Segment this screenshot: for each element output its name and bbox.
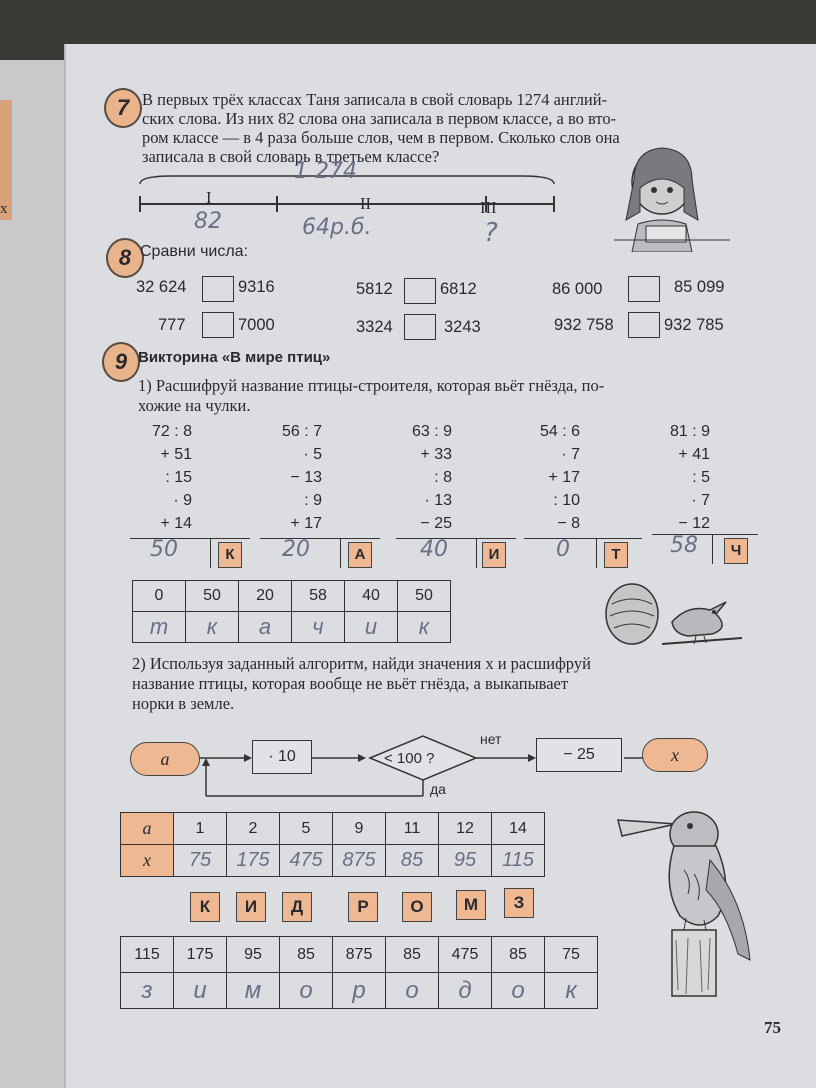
task-7-total-handwritten: 1 274 <box>294 159 357 184</box>
row-a-label: a <box>121 813 174 845</box>
chain-3-op-2: + 33 <box>420 446 452 463</box>
chain-3-op-4: · 13 <box>424 492 452 509</box>
compare-1-left: 32 624 <box>136 278 187 296</box>
a-value-cell: 12 <box>439 813 492 845</box>
chain-2-op-5: + 17 <box>290 515 322 532</box>
algorithm-values-table <box>120 812 545 877</box>
chain-3-answer: 40 <box>420 537 448 562</box>
chain-4-answer: 0 <box>556 537 570 562</box>
chain-5-op-3: : 5 <box>692 469 710 486</box>
chain-5-op-4: · 7 <box>691 492 710 509</box>
chain-4-op-5: − 8 <box>557 515 580 532</box>
compare-3-box[interactable] <box>628 276 660 302</box>
compare-2-box[interactable] <box>404 278 436 304</box>
a-value-cell: 5 <box>280 813 333 845</box>
girl-reading-illustration <box>612 140 732 252</box>
table-2-number-cell: 115 <box>121 937 174 973</box>
a-value-cell: 2 <box>227 813 280 845</box>
chain-1-letter: К <box>218 542 242 568</box>
chain-3-op-1: 63 : 9 <box>411 423 452 440</box>
compare-6-box[interactable] <box>628 312 660 338</box>
table-2-letter-cell[interactable]: о <box>492 973 545 1009</box>
letter-tile: М <box>456 890 486 920</box>
algorithm-multiply-step: · 10 <box>252 740 312 774</box>
table-2-number-cell: 75 <box>545 937 598 973</box>
a-value-cell: 14 <box>492 813 545 845</box>
table-2-letter-cell[interactable]: о <box>280 973 333 1009</box>
values-row-a <box>121 813 545 845</box>
table-1-number-cell: 40 <box>345 581 398 612</box>
chain-3-divider <box>476 538 477 568</box>
chain-2-op-2: · 5 <box>303 446 322 463</box>
task-7-part-ii-label: II <box>360 194 371 213</box>
chain-2-answer: 20 <box>282 537 310 562</box>
chain-5-op-5: − 12 <box>678 515 710 532</box>
table-1-letter-cell[interactable]: т <box>133 612 186 643</box>
task-9-part2-line-2: название птицы, которая вообще не вьёт гнёзда, а выкапывает <box>132 674 569 693</box>
task-9-title: Викторина «В мире птиц» <box>138 349 331 366</box>
compare-5-box[interactable] <box>404 314 436 340</box>
chain-2 <box>252 420 392 570</box>
task-7-line-3: ром классе — в 4 раза больше слов, чем в первом. Сколько слов она <box>142 128 620 147</box>
chain-4-op-4: : 10 <box>553 492 580 509</box>
table-2-letter-cell[interactable]: к <box>545 973 598 1009</box>
x-value-cell[interactable]: 175 <box>227 845 280 877</box>
task-8-number: 8 <box>106 238 144 278</box>
table-2-letter-cell[interactable]: м <box>227 973 280 1009</box>
table-2-letter-cell[interactable]: з <box>121 973 174 1009</box>
task-9-part2-line-3: норки в земле. <box>132 694 235 713</box>
task-7-part-i-handwritten: 82 <box>194 209 222 234</box>
chain-2-op-1: 56 : 7 <box>281 423 322 440</box>
chain-4 <box>510 420 650 570</box>
a-value-cell: 9 <box>333 813 386 845</box>
chain-4-letter: Т <box>604 542 628 568</box>
compare-3-left: 86 000 <box>552 280 603 298</box>
chain-1-op-1: 72 : 8 <box>151 423 192 440</box>
letter-tile: О <box>402 892 432 922</box>
compare-5-left: 3324 <box>356 318 393 336</box>
chain-3 <box>382 420 522 570</box>
compare-5-right: 3243 <box>444 318 481 336</box>
compare-2-right: 6812 <box>440 280 477 298</box>
algorithm-yes-label: да <box>430 781 446 797</box>
chain-5-op-1: 81 : 9 <box>669 423 710 440</box>
task-7-number: 7 <box>104 88 142 128</box>
chain-3-letter: И <box>482 542 506 568</box>
compare-3-right: 85 099 <box>674 278 725 296</box>
algorithm-no-label: нет <box>480 731 502 747</box>
compare-4-box[interactable] <box>202 312 234 338</box>
answer-table-2 <box>120 936 598 1009</box>
table-2-number-cell: 475 <box>439 937 492 973</box>
task-8-title: Сравни числа: <box>140 243 249 260</box>
chain-2-divider <box>340 538 341 568</box>
chain-1-op-5: + 14 <box>160 515 192 532</box>
task-7-part-iii-handwritten: ? <box>484 218 498 248</box>
letter-tile: И <box>236 892 266 922</box>
left-page-fragment: х <box>0 201 8 217</box>
chain-5-divider <box>712 534 713 564</box>
answer-table-2-numbers-row <box>121 937 598 973</box>
table-1-letter-cell[interactable]: и <box>345 612 398 643</box>
table-1-letter-cell[interactable]: к <box>398 612 451 643</box>
table-2-number-cell: 85 <box>280 937 333 973</box>
chain-1-op-4: · 9 <box>173 492 192 509</box>
task-9-part1-line-2: хожие на чулки. <box>138 396 251 415</box>
compare-4-left: 777 <box>158 316 186 334</box>
page-number: 75 <box>764 1018 781 1037</box>
chain-5 <box>640 420 780 570</box>
compare-6-left: 932 758 <box>554 316 614 334</box>
table-2-number-cell: 95 <box>227 937 280 973</box>
x-value-cell[interactable]: 75 <box>174 845 227 877</box>
table-1-number-cell: 20 <box>239 581 292 612</box>
x-value-cell[interactable]: 475 <box>280 845 333 877</box>
textbook-page <box>64 44 816 1088</box>
table-2-letter-cell[interactable]: д <box>439 973 492 1009</box>
table-1-letter-cell[interactable]: ч <box>292 612 345 643</box>
answer-table-2-letters-row <box>121 973 598 1009</box>
chain-3-answer-line <box>396 538 516 539</box>
chain-4-op-2: · 7 <box>561 446 580 463</box>
chain-2-answer-line <box>260 538 380 539</box>
chain-4-answer-line <box>524 538 642 539</box>
bird-and-nest-illustration <box>602 574 752 654</box>
compare-1-box[interactable] <box>202 276 234 302</box>
x-value-cell[interactable]: 875 <box>333 845 386 877</box>
task-7-part-i-label: I <box>206 188 212 207</box>
x-value-cell[interactable]: 85 <box>386 845 439 877</box>
values-row-x <box>121 845 545 877</box>
table-1-number-cell: 58 <box>292 581 345 612</box>
chain-1-answer: 50 <box>150 537 178 562</box>
letter-tile: К <box>190 892 220 922</box>
task-7-part-iii-label: III <box>480 198 497 217</box>
compare-1-right: 9316 <box>238 278 275 296</box>
chain-1-divider <box>210 538 211 568</box>
answer-table-1-letters-row <box>133 612 451 643</box>
chain-3-op-3: : 8 <box>434 469 452 486</box>
table-1-number-cell: 0 <box>133 581 186 612</box>
kingfisher-illustration <box>614 790 764 1000</box>
chain-4-divider <box>596 538 597 568</box>
table-2-letter-cell[interactable]: о <box>386 973 439 1009</box>
chain-3-op-5: − 25 <box>420 515 452 532</box>
task-7-line-4: записала в свой словарь в третьем классе? <box>142 147 440 166</box>
chain-4-op-3: + 17 <box>548 469 580 486</box>
chain-5-op-2: + 41 <box>678 446 710 463</box>
compare-6-right: 932 785 <box>664 316 724 334</box>
letter-tile: З <box>504 888 534 918</box>
table-2-number-cell: 85 <box>386 937 439 973</box>
chain-1-op-2: + 51 <box>160 446 192 463</box>
task-9-part2-line-1: 2) Используя заданный алгоритм, найди значения x и расшифруй <box>132 654 591 673</box>
a-value-cell: 11 <box>386 813 439 845</box>
algorithm-start-a: a <box>130 742 200 776</box>
chain-5-answer: 58 <box>670 533 698 558</box>
chain-1-answer-line <box>130 538 250 539</box>
chain-2-letter: А <box>348 542 372 568</box>
algorithm-condition: < 100 ? <box>384 750 435 767</box>
x-value-cell[interactable]: 95 <box>439 845 492 877</box>
chain-5-answer-line <box>652 534 758 535</box>
table-1-number-cell: 50 <box>398 581 451 612</box>
task-9-number: 9 <box>102 342 140 382</box>
letter-tile: Р <box>348 892 378 922</box>
task-7-part-ii-handwritten: 64р.б. <box>302 215 372 240</box>
chain-2-op-3: − 13 <box>290 469 322 486</box>
letter-tile: Д <box>282 892 312 922</box>
table-1-letter-cell[interactable]: а <box>239 612 292 643</box>
table-1-number-cell: 50 <box>186 581 239 612</box>
algorithm-subtract-step: − 25 <box>536 738 622 772</box>
compare-4-right: 7000 <box>238 316 275 334</box>
table-1-letter-cell[interactable]: к <box>186 612 239 643</box>
table-2-number-cell: 85 <box>492 937 545 973</box>
table-2-letter-cell[interactable]: и <box>174 973 227 1009</box>
chain-5-letter: Ч <box>724 538 748 564</box>
task-7-line-2: ских слова. Из них 82 слова она записала в первом классе, а во вто- <box>142 109 617 128</box>
row-x-label: x <box>121 845 174 877</box>
table-2-letter-cell[interactable]: р <box>333 973 386 1009</box>
compare-2-left: 5812 <box>356 280 393 298</box>
table-2-number-cell: 175 <box>174 937 227 973</box>
a-value-cell: 1 <box>174 813 227 845</box>
task-7-line-1: В первых трёх классах Таня записала в свой словарь 1274 англий- <box>142 90 608 109</box>
table-2-number-cell: 875 <box>333 937 386 973</box>
chain-1-op-3: : 15 <box>165 469 192 486</box>
chain-4-op-1: 54 : 6 <box>539 423 580 440</box>
left-page-edge <box>0 60 64 1088</box>
chain-2-op-4: : 9 <box>304 492 322 509</box>
task-9-part1-line-1: 1) Расшифруй название птицы-строителя, которая вьёт гнёзда, по- <box>138 376 605 395</box>
algorithm-end-x: x <box>642 738 708 772</box>
answer-table-1 <box>132 580 451 643</box>
answer-table-1-numbers-row <box>133 581 451 612</box>
chain-1 <box>122 420 262 570</box>
x-value-cell[interactable]: 115 <box>492 845 545 877</box>
